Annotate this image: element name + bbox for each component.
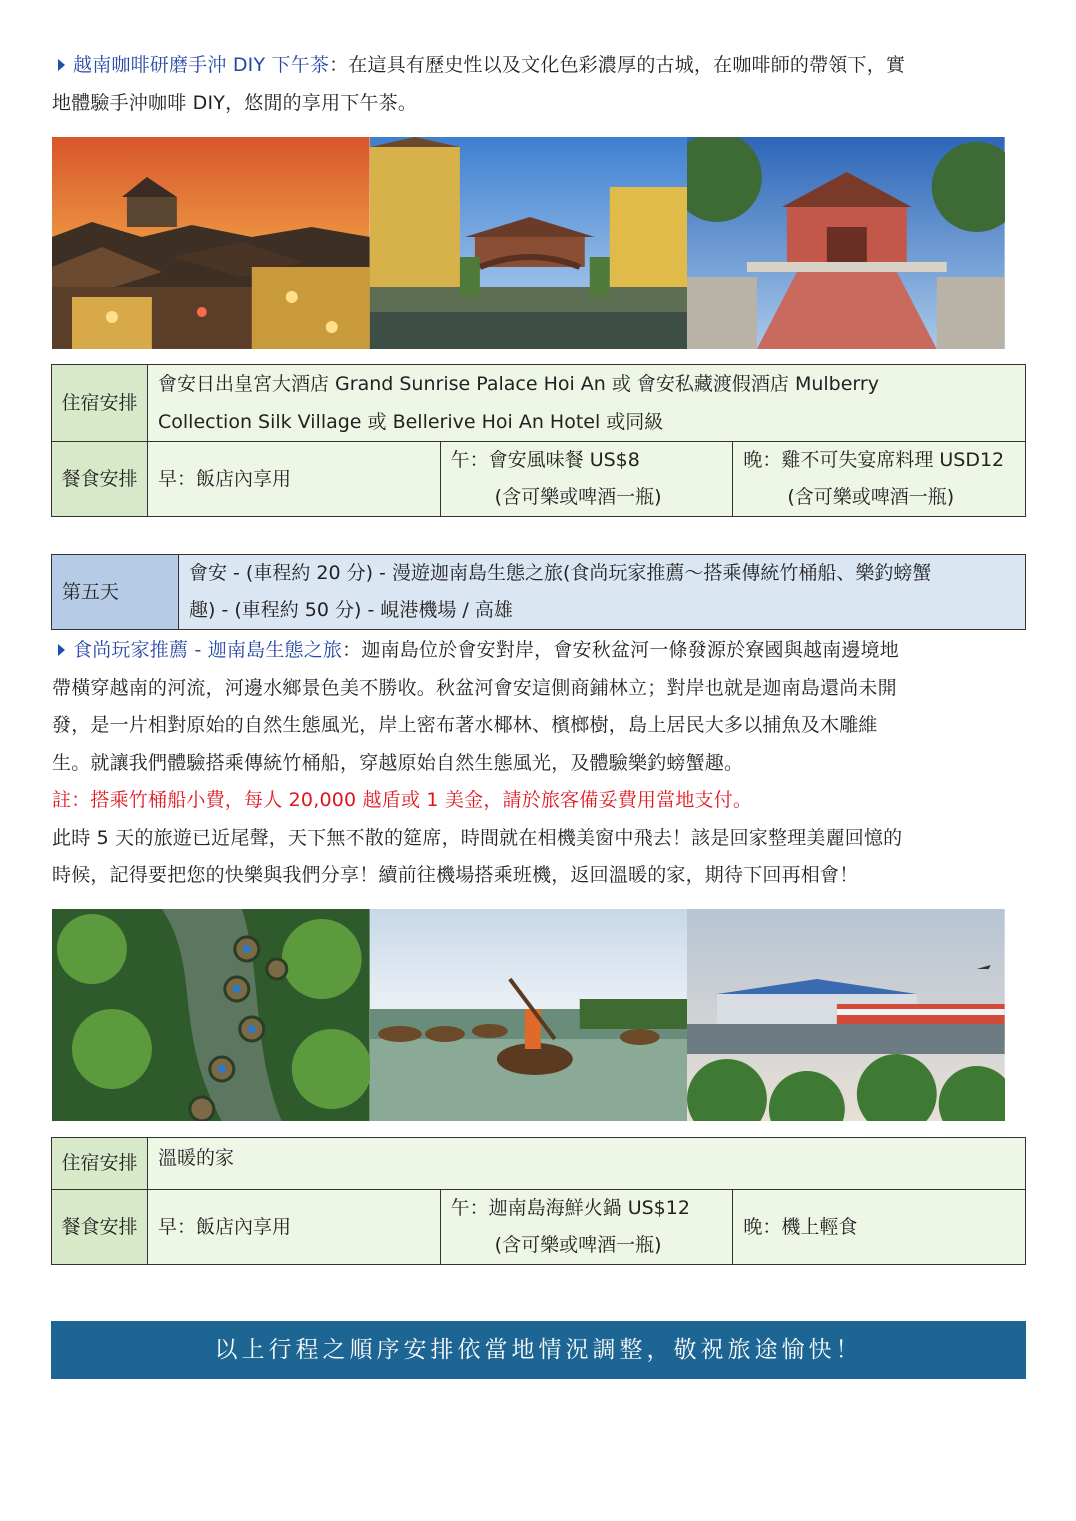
closing-text-2: 時候，記得要把您的快樂與我們分享！續前往機場搭乘班機，返回溫暖的家，期待下回再相會！ <box>52 864 859 886</box>
lunch-note: (含可樂或啤酒一瓶) <box>494 486 662 508</box>
closing-banner: 以上行程之順序安排依當地情況調整，敬祝旅途愉快！ <box>51 1321 1026 1379</box>
basket-boat-spinning-photo <box>370 909 688 1121</box>
triangle-bullet-icon <box>58 59 65 71</box>
eco-text-3: 發，是一片相對原始的自然生態風光，岸上密布著水椰林、檳榔樹，島上居民大多以捕魚及木雕維 <box>52 714 878 736</box>
lodging-cell <box>148 365 1026 442</box>
lunch-cell <box>440 1190 733 1265</box>
hoian-old-town-photo <box>52 137 370 349</box>
dinner-text: 晚：雞不可失宴席料理 USD12 <box>743 449 1005 471</box>
lodging-text-2: Collection Silk Village 或 Bellerive Hoi An Hotel 或同級 <box>158 411 664 433</box>
dinner-cell: 晚：機上輕食 <box>733 1190 1026 1265</box>
day5-route <box>179 555 1026 630</box>
day5-route-1: 會安 - (車程約 20 分) - 漫遊迦南島生態之旅(食尚玩家推薦～搭乘傳統竹桶船、樂釣螃蟹 <box>189 562 932 584</box>
lunch-cell <box>440 442 733 517</box>
dinner-cell <box>733 442 1026 517</box>
meal-label: 餐食安排 <box>52 442 148 517</box>
lunch-text: 午：迦南島海鮮火鍋 US$12 <box>450 1197 690 1219</box>
lodging-cell: 溫暖的家 <box>148 1138 1026 1190</box>
day5-route-2: 趣) - (車程約 50 分) - 峴港機場 / 高雄 <box>189 599 513 621</box>
accommodation-meal-table-day4 <box>51 364 1026 517</box>
intro-text-2: 地體驗手沖咖啡 DIY，悠閒的享用下午茶。 <box>52 91 418 114</box>
photo-row-day5 <box>52 909 1005 1121</box>
fujian-assembly-hall-photo <box>687 137 1005 349</box>
dinner-note: (含可樂或啤酒一瓶) <box>787 486 955 508</box>
japanese-bridge-photo <box>370 137 688 349</box>
accommodation-meal-table-day5 <box>51 1137 1026 1265</box>
meal-label: 餐食安排 <box>52 1190 148 1265</box>
intro-paragraph <box>52 47 1012 122</box>
breakfast-cell: 早：飯店內享用 <box>148 442 441 517</box>
basket-boats-aerial-photo <box>52 909 370 1121</box>
intro-highlight: 越南咖啡研磨手沖 DIY 下午茶 <box>73 54 330 76</box>
lodging-label: 住宿安排 <box>52 1138 148 1190</box>
lodging-text-1: 會安日出皇宮大酒店 Grand Sunrise Palace Hoi An 或 會安私藏渡假酒店 Mulberry <box>158 373 879 395</box>
danang-airport-photo <box>687 909 1005 1121</box>
photo-row-hoian <box>52 137 1005 349</box>
day5-label: 第五天 <box>52 555 179 630</box>
intro-text: ：在這具有歷史性以及文化色彩濃厚的古城，在咖啡師的帶領下，實 <box>329 54 906 76</box>
lodging-label: 住宿安排 <box>52 365 148 442</box>
lunch-text: 午：會安風味餐 US$8 <box>450 449 640 471</box>
breakfast-cell: 早：飯店內享用 <box>148 1190 441 1265</box>
tip-note: 註：搭乘竹桶船小費，每人 20,000 越盾或 1 美金，請於旅客備妥費用當地支付。 <box>52 789 753 811</box>
eco-text-2: 帶橫穿越南的河流，河邊水鄉景色美不勝收。秋盆河會安這側商鋪林立；對岸也就是迦南島還尚未開 <box>52 676 897 699</box>
eco-text-4: 生。就讓我們體驗搭乘傳統竹桶船，穿越原始自然生態風光，及體驗樂釣螃蟹趣。 <box>52 751 744 774</box>
lunch-note: (含可樂或啤酒一瓶) <box>494 1234 662 1256</box>
eco-highlight: 食尚玩家推薦 - 迦南島生態之旅 <box>73 639 343 661</box>
closing-text-1: 此時 5 天的旅遊已近尾聲，天下無不散的筵席，時間就在相機美窗中飛去！該是回家整理美麗回憶的 <box>52 826 903 849</box>
day5-header-table <box>51 554 1026 630</box>
eco-tour-paragraph <box>52 632 1012 895</box>
eco-text-1: ：迦南島位於會安對岸，會安秋盆河一條發源於寮國與越南邊境地 <box>342 639 899 661</box>
triangle-bullet-icon <box>58 644 65 656</box>
